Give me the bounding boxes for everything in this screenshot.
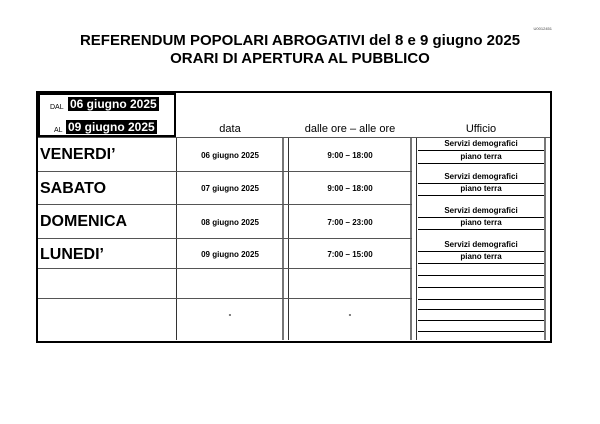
header-hours: dalle ore – alle ore xyxy=(304,123,396,135)
office-floor: piano terra xyxy=(460,184,502,193)
row-divider xyxy=(38,298,412,299)
hours-cell: 7:00 – 23:00 xyxy=(327,218,373,227)
from-label: DAL xyxy=(50,104,64,111)
row-divider xyxy=(38,137,550,138)
underline xyxy=(418,229,544,230)
office-floor: piano terra xyxy=(460,152,502,161)
underline xyxy=(418,150,544,151)
row-divider xyxy=(38,238,412,239)
document-code: U0012451 xyxy=(533,26,552,31)
column-divider xyxy=(416,137,417,340)
underline xyxy=(418,195,544,196)
office-name: Servizi demografici xyxy=(444,172,518,181)
office-name: Servizi demografici xyxy=(444,139,518,148)
page-subtitle: ORARI DI APERTURA AL PUBBLICO xyxy=(170,50,430,67)
hours-cell-empty: - xyxy=(348,310,352,319)
header-office: Ufficio xyxy=(465,123,497,135)
row-divider xyxy=(38,171,412,172)
day-label: VENERDI’ xyxy=(40,146,116,163)
day-label: LUNEDI’ xyxy=(40,246,104,263)
underline xyxy=(418,275,544,276)
date-cell: 07 giugno 2025 xyxy=(201,184,259,193)
page-title: REFERENDUM POPOLARI ABROGATIVI del 8 e 9 giugno 2025 xyxy=(79,32,521,49)
day-label: DOMENICA xyxy=(40,213,128,230)
to-label: AL xyxy=(54,127,63,134)
underline xyxy=(418,331,544,332)
row-divider xyxy=(38,268,412,269)
office-floor: piano terra xyxy=(460,252,502,261)
underline xyxy=(418,287,544,288)
header-date: data xyxy=(219,123,241,135)
date-cell: 09 giugno 2025 xyxy=(201,250,259,259)
office-name: Servizi demografici xyxy=(444,206,518,215)
date-cell: 06 giugno 2025 xyxy=(201,151,259,160)
period-box xyxy=(38,93,176,137)
to-date: 09 giugno 2025 xyxy=(68,120,155,134)
underline xyxy=(418,263,544,264)
date-cell-empty: - xyxy=(228,310,232,319)
row-divider xyxy=(38,204,412,205)
underline xyxy=(418,320,544,321)
hours-cell: 9:00 – 18:00 xyxy=(327,151,373,160)
office-name: Servizi demografici xyxy=(444,240,518,249)
hours-cell: 9:00 – 18:00 xyxy=(327,184,373,193)
from-date: 06 giugno 2025 xyxy=(70,97,157,111)
underline xyxy=(418,163,544,164)
date-cell: 08 giugno 2025 xyxy=(201,218,259,227)
underline xyxy=(418,309,544,310)
office-floor: piano terra xyxy=(460,218,502,227)
column-shadow xyxy=(544,137,546,340)
underline xyxy=(418,299,544,300)
hours-cell: 7:00 – 15:00 xyxy=(327,250,373,259)
day-label: SABATO xyxy=(40,180,107,197)
